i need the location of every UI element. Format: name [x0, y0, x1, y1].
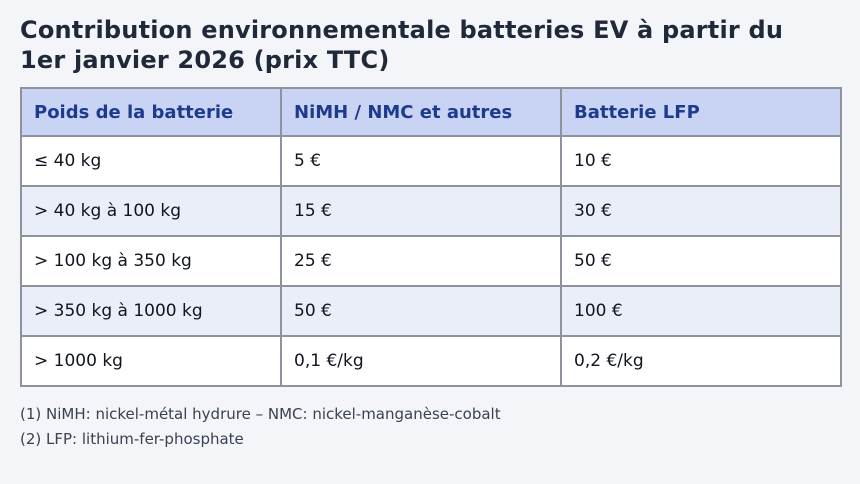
- cell-lfp-price: 30 €: [561, 186, 841, 236]
- footnote-nimh-nmc: (1) NiMH: nickel-métal hydrure – NMC: nickel-manganèse-cobalt: [20, 405, 501, 424]
- cell-nimh-nmc-price: 5 €: [281, 136, 561, 186]
- table-header-row: [21, 88, 841, 136]
- table-row: [21, 286, 841, 336]
- table-row: [21, 236, 841, 286]
- cell-lfp-price: 10 €: [561, 136, 841, 186]
- col-header-nimh-nmc: NiMH / NMC et autres: [281, 88, 561, 136]
- footnote-lfp: (2) LFP: lithium-fer-phosphate: [20, 430, 244, 449]
- cell-nimh-nmc-price: 25 €: [281, 236, 561, 286]
- col-header-lfp: Batterie LFP: [561, 88, 841, 136]
- table-row: [21, 336, 841, 386]
- cell-weight: ≤ 40 kg: [21, 136, 281, 186]
- cell-lfp-price: 0,2 €/kg: [561, 336, 841, 386]
- col-header-battery-weight: Poids de la batterie: [21, 88, 281, 136]
- cell-nimh-nmc-price: 50 €: [281, 286, 561, 336]
- cell-nimh-nmc-price: 0,1 €/kg: [281, 336, 561, 386]
- cell-weight: > 100 kg à 350 kg: [21, 236, 281, 286]
- table-row: [21, 136, 841, 186]
- cell-lfp-price: 50 €: [561, 236, 841, 286]
- footnotes: [20, 403, 840, 452]
- page-title: Contribution environnementale batteries EV à partir du 1er janvier 2026 (prix TTC): [20, 16, 784, 74]
- cell-nimh-nmc-price: 15 €: [281, 186, 561, 236]
- cell-weight: > 350 kg à 1000 kg: [21, 286, 281, 336]
- table-row: [21, 186, 841, 236]
- cell-weight: > 1000 kg: [21, 336, 281, 386]
- cell-lfp-price: 100 €: [561, 286, 841, 336]
- battery-fee-table: [20, 87, 842, 387]
- cell-weight: > 40 kg à 100 kg: [21, 186, 281, 236]
